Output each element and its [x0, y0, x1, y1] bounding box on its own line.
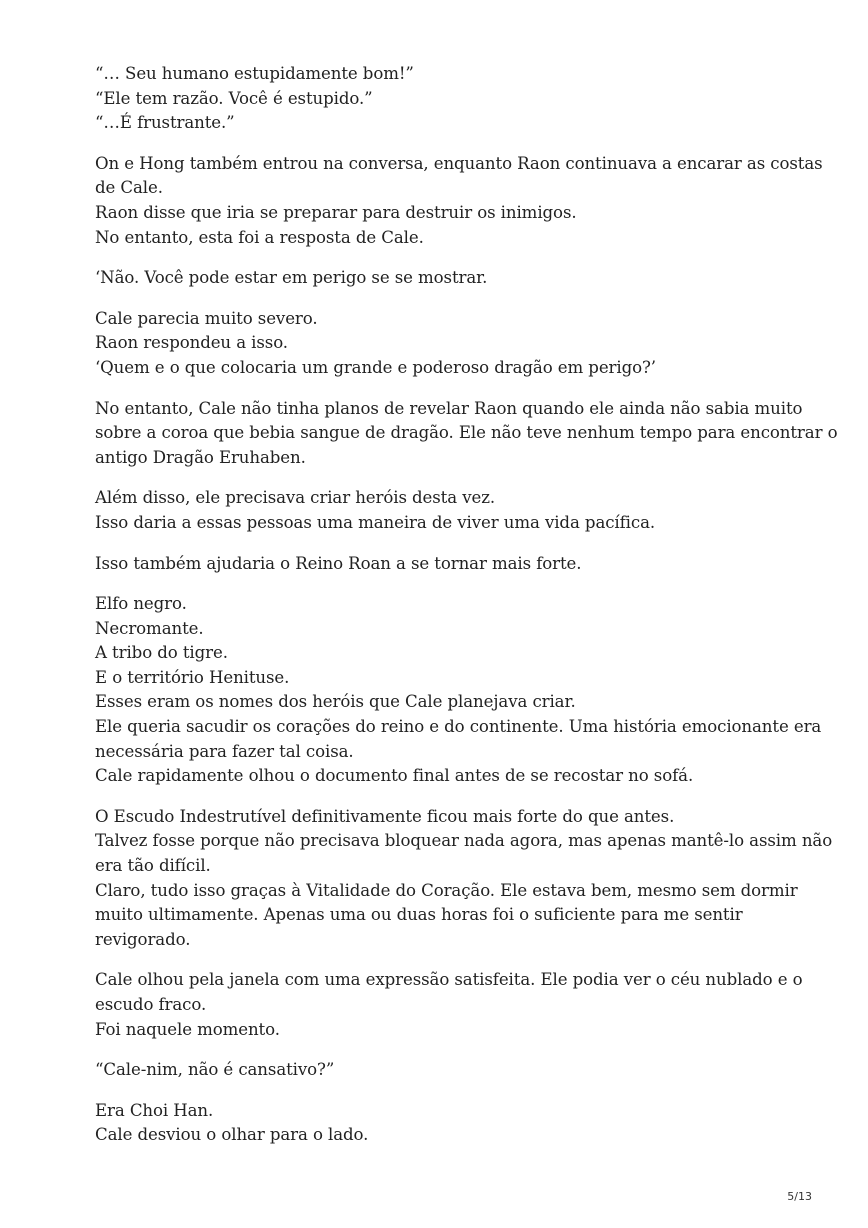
text-line: muito ultimamente. Apenas uma ou duas horas foi o suficiente para me sentir: [95, 905, 743, 925]
paragraph: [95, 1099, 795, 1148]
text-line: Cale rapidamente olhou o documento final antes de se recostar no sofá.: [95, 766, 694, 786]
text-line: Além disso, ele precisava criar heróis desta vez.: [95, 488, 496, 508]
text-line: ‘Quem e o que colocaria um grande e poderoso dragão em perigo?’: [95, 357, 656, 377]
text-line: Claro, tudo isso graças à Vitalidade do Coração. Ele estava bem, mesmo sem dormir: [95, 880, 798, 900]
text-line: era tão difícil.: [95, 856, 211, 876]
text-line: Esses eram os nomes dos heróis que Cale planejava criar.: [95, 692, 576, 712]
paragraph: [95, 592, 822, 789]
text-line: On e Hong também entrou na conversa, enquanto Raon continuava a encarar as costas: [95, 153, 823, 173]
text-line: Raon disse que iria se preparar para destruir os inimigos.: [95, 202, 577, 222]
text-line: Ele queria sacudir os corações do reino e do continente. Uma história emocionante era: [95, 717, 822, 737]
text-line: revigorado.: [95, 929, 191, 949]
paragraph: [95, 397, 838, 471]
text-line: sobre a coroa que bebia sangue de dragão. Ele não teve nenhum tempo para encontrar o: [95, 423, 838, 443]
paragraph: [95, 152, 823, 250]
page-number: 5/13: [787, 1190, 812, 1203]
text-line: No entanto, esta foi a resposta de Cale.: [95, 227, 424, 247]
text-line: escudo fraco.: [95, 995, 207, 1014]
paragraph: [95, 266, 795, 291]
text-line: Raon respondeu a isso.: [95, 333, 288, 353]
text-line: Foi naquele momento.: [95, 1019, 280, 1039]
text-line: E o território Henituse.: [95, 667, 290, 687]
paragraph: [95, 62, 795, 136]
paragraph: [95, 805, 833, 953]
text-line: “…É frustrante.”: [95, 113, 235, 133]
paragraph: [95, 307, 795, 381]
text-line: A tribo do tigre.: [95, 643, 228, 663]
text-line: Cale desviou o olhar para o lado.: [95, 1125, 369, 1145]
text-line: Necromante.: [95, 618, 204, 638]
paragraph: [95, 1058, 795, 1083]
text-line: O Escudo Indestrutível definitivamente ficou mais forte do que antes.: [95, 806, 675, 826]
text-line: Cale parecia muito severo.: [95, 308, 318, 328]
text-line: de Cale.: [95, 178, 163, 198]
document-body: [95, 62, 838, 1164]
paragraph: [95, 486, 795, 535]
paragraph: [95, 552, 795, 577]
text-line: Elfo negro.: [95, 594, 187, 614]
text-line: antigo Dragão Eruhaben.: [95, 447, 306, 467]
paragraph: [95, 968, 803, 1042]
text-line: “Cale-nim, não é cansativo?”: [95, 1060, 335, 1080]
text-line: Cale olhou pela janela com uma expressão satisfeita. Ele podia ver o céu nublado e o: [95, 970, 803, 990]
text-line: No entanto, Cale não tinha planos de revelar Raon quando ele ainda não sabia muito: [95, 398, 803, 418]
text-line: necessária para fazer tal coisa.: [95, 741, 354, 761]
text-line: Isso também ajudaria o Reino Roan a se tornar mais forte.: [95, 553, 582, 573]
text-line: Era Choi Han.: [95, 1100, 214, 1120]
text-line: “… Seu humano estupidamente bom!”: [95, 64, 414, 83]
text-line: “Ele tem razão. Você é estupido.”: [95, 88, 373, 108]
text-line: Talvez fosse porque não precisava bloquear nada agora, mas apenas mantê-lo assim não: [95, 831, 833, 851]
text-line: Isso daria a essas pessoas uma maneira de viver uma vida pacífica.: [95, 512, 656, 532]
text-line: ‘Não. Você pode estar em perigo se se mostrar.: [95, 268, 488, 288]
